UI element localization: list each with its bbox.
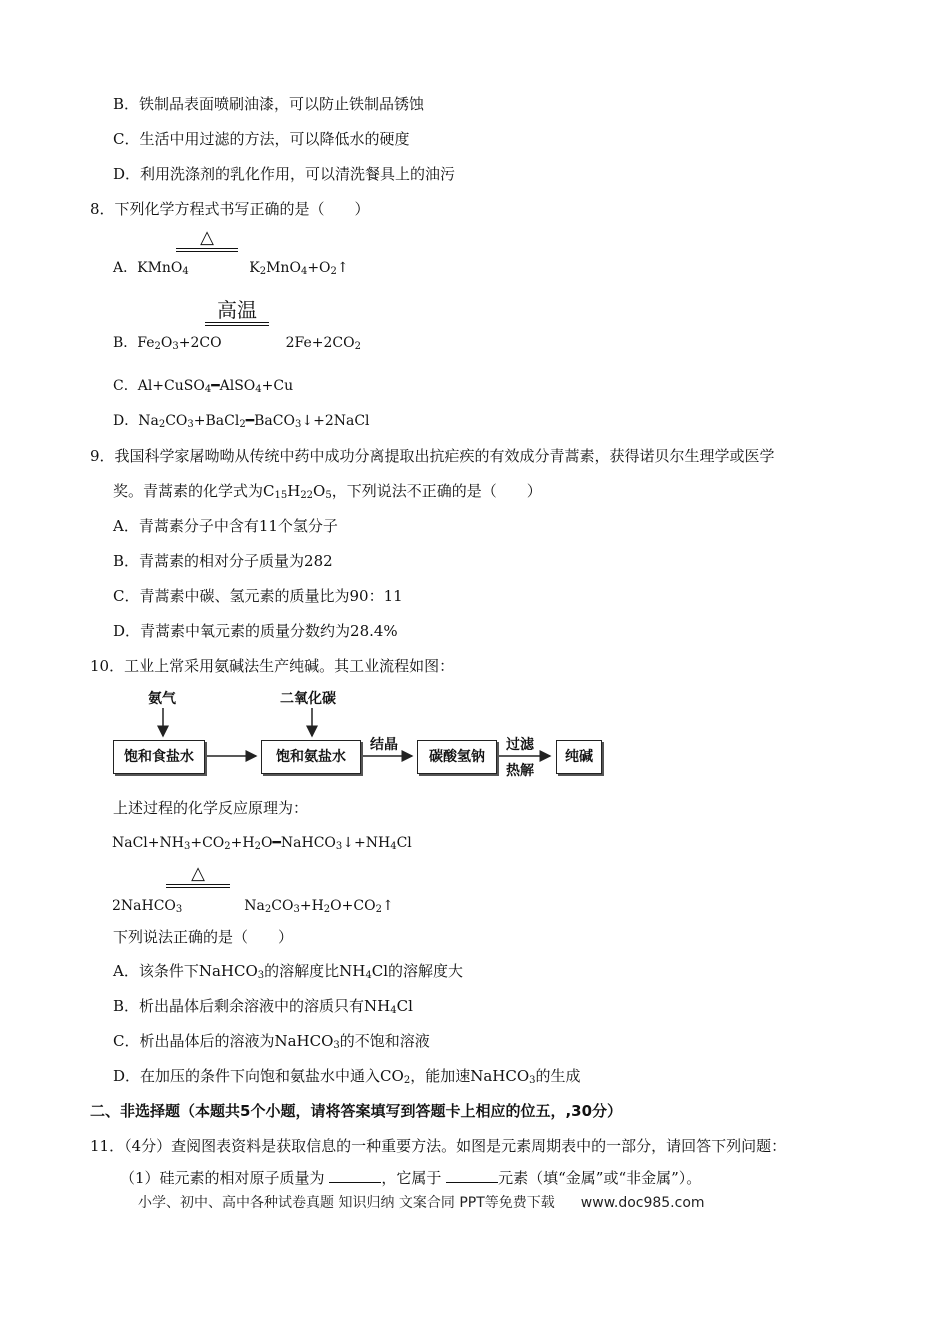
q9-stem-line2: 奖。青蒿素的化学式为$C_{15}H_{22}O_5$，下列说法不正确的是（ ） xyxy=(113,482,542,501)
step-crystallize-label: 结晶 xyxy=(370,737,398,753)
q7-option-d: D．利用洗涤剂的乳化作用，可以清洗餐具上的油污 xyxy=(113,165,456,183)
q8-option-c: C．Al+CuSO$_4$━AlSO$_4$+Cu xyxy=(113,378,294,395)
q9-option-a: A．青蒿素分子中含有11个氢分子 xyxy=(113,517,338,535)
step-filter-label: 过滤 xyxy=(506,737,534,753)
q9-option-c: C．青蒿素中碳、氢元素的质量比为90：11 xyxy=(113,587,403,605)
q10-option-d: D．在加压的条件下向饱和氨盐水中通入$CO_2$，能加速NaHCO$_3$的生成 xyxy=(113,1067,581,1086)
q8-stem: 8．下列化学方程式书写正确的是（ ） xyxy=(90,200,370,218)
q9-option-b: B．青蒿素的相对分子质量为282 xyxy=(113,552,333,570)
section-2-heading: 二、非选择题（本题共5个小题，请将答案填写到答题卡上相应的位五，,30分） xyxy=(90,1102,623,1120)
q10-option-c: C．析出晶体后的溶液为NaHCO$_3$的不饱和溶液 xyxy=(113,1032,430,1051)
q8-option-a: A．KMnO$_4$ $K_2MnO_4+O_2↑$ xyxy=(113,260,349,277)
answer-blank-2[interactable] xyxy=(446,1168,498,1183)
high-temperature-condition: 高温 xyxy=(205,298,269,326)
input-ammonia-label: 氨气 xyxy=(148,691,176,707)
input-co2-label: 二氧化碳 xyxy=(280,691,336,707)
flow-box-sodium-bicarbonate: 碳酸氢钠 xyxy=(417,740,497,774)
step-pyrolysis-label: 热解 xyxy=(506,763,534,779)
flow-box-ammoniated-brine: 饱和氨盐水 xyxy=(261,740,361,774)
q10-option-a: A．该条件下NaHCO$_3$的溶解度比$NH_4Cl$的溶解度大 xyxy=(113,962,464,981)
q9-stem-line1: 9．我国科学家屠呦呦从传统中药中成功分离提取出抗疟疾的有效成分青蒿素，获得诺贝尔生理学或医学 xyxy=(90,447,775,465)
answer-blank-1[interactable] xyxy=(329,1168,381,1183)
q7-option-b: B．铁制品表面喷刷油漆，可以防止铁制品锈蚀 xyxy=(113,95,425,113)
heating-condition-eq2: △ xyxy=(166,864,230,888)
footer-url[interactable]: www.doc985.com xyxy=(580,1195,705,1211)
q10-question: 下列说法正确的是（ ） xyxy=(113,928,294,946)
flow-box-soda-ash: 纯碱 xyxy=(556,740,602,774)
q8-option-b: B．$Fe_2O_3+2CO$ $2Fe+2CO_2$ xyxy=(113,335,361,352)
heating-condition: △ xyxy=(176,228,238,252)
q10-equation-2: 2NaHCO$_3$ $Na_2CO_3+H_2O+CO_2↑$ xyxy=(112,898,394,915)
q10-principle: 上述过程的化学反应原理为： xyxy=(113,799,309,817)
q7-option-c: C．生活中用过滤的方法，可以降低水的硬度 xyxy=(113,130,410,148)
footer-text: 小学、初中、高中各种试卷真题 知识归纳 文案合同 PPT等免费下载 xyxy=(138,1195,555,1211)
flow-box-saturated-brine: 饱和食盐水 xyxy=(113,740,205,774)
q11-stem: 11．（4分）查阅图表资料是获取信息的一种重要方法。如图是元素周期表中的一部分，请回答下列问题： xyxy=(90,1137,787,1155)
q10-equation-1: $NaCl+NH_3+CO_2+H_2O━NaHCO_3↓+NH_4Cl$ xyxy=(112,835,412,852)
page-footer xyxy=(138,1192,705,1212)
q9-option-d: D．青蒿素中氧元素的质量分数约为28.4% xyxy=(113,622,398,640)
q10-stem: 10．工业上常采用氨碱法生产纯碱。其工业流程如图： xyxy=(90,657,455,675)
q11-subquestion-1: （1）硅元素的相对原子质量为 ，它属于 元素（填“金属”或“非金属”）。 xyxy=(120,1169,702,1187)
q10-option-b: B．析出晶体后剩余溶液中的溶质只有$NH_4Cl$ xyxy=(113,997,413,1016)
q8-option-d: D．$Na_2CO_3+BaCl_2━BaCO_3↓+2NaCl$ xyxy=(113,413,370,430)
